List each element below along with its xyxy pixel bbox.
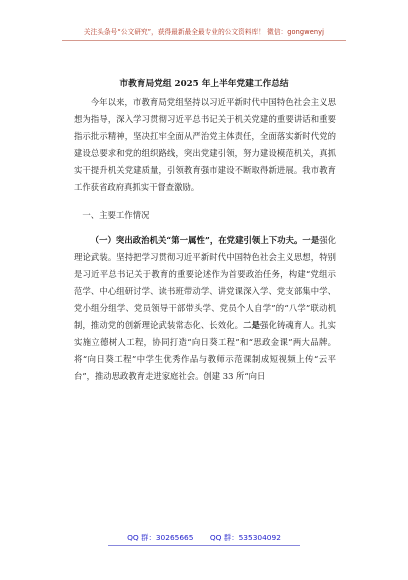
- qq-group-2: QQ 群：535304092: [209, 533, 281, 542]
- item-lead-1: 一是: [302, 234, 320, 245]
- item-text-1: 强化理论武装。坚持把学习贯彻习近平新时代中国特色社会主义思想，特别是习近平总书记关于教育的重要论述作为首要政治任务，构建“党组示范学、中心组研讨学、读书班带动学、讲党课深入学、党支部集中学、党小组分组学、党员领导干部带头学、党员个人自学”的“八学”联动机制，推动党的创新理论武装常态化、长效化。: [74, 234, 337, 331]
- item-lead-2: 二是: [243, 320, 261, 331]
- document-body: [74, 94, 336, 386]
- document-title: 市教育局党组 2025 年上半年党建工作总结: [119, 79, 289, 89]
- intro-paragraph: 今年以来，市教育局党组坚持以习近平新时代中国特色社会主义思想为指导，深入学习贯彻习近平总书记关于机关党建的重要讲话和重要指示批示精神，坚决扛牢全面从严治党主体责任，全面落实新时代党的建设总要求和党的组织路线，突出党建引领，努力建设模范机关，真抓实干提升机关党建质量，引领教育强市建设不断取得新进展。我市教育工作获省政府真抓实干督查激励。: [74, 97, 336, 193]
- contact-footer: [0, 532, 408, 543]
- banner-divider: [62, 40, 346, 41]
- section-paragraph: [74, 232, 336, 386]
- qq-group-1: QQ 群：30265665: [127, 533, 194, 542]
- promo-banner: 关注头条号“公文研究”，获得最新最全最专业的公文资料库！ 微信：gongwenyj: [83, 28, 325, 36]
- footer-divider: [108, 545, 300, 546]
- item-text-2: 强化铸魂育人。扎实实施立德树人工程，协同打造“向日葵工程”和“思政金课”两大品牌。将“向日葵工程”中学生优秀作品与教师示范课制成短视频上传“云平台”，推动思政教育走进家庭社会。创建 33 所“向日: [74, 320, 337, 382]
- subsection-heading: （一）突出政治机关“第一属性”，在党建引领上下功夫。: [90, 234, 303, 245]
- section-heading: 一、主要工作情况: [82, 209, 150, 220]
